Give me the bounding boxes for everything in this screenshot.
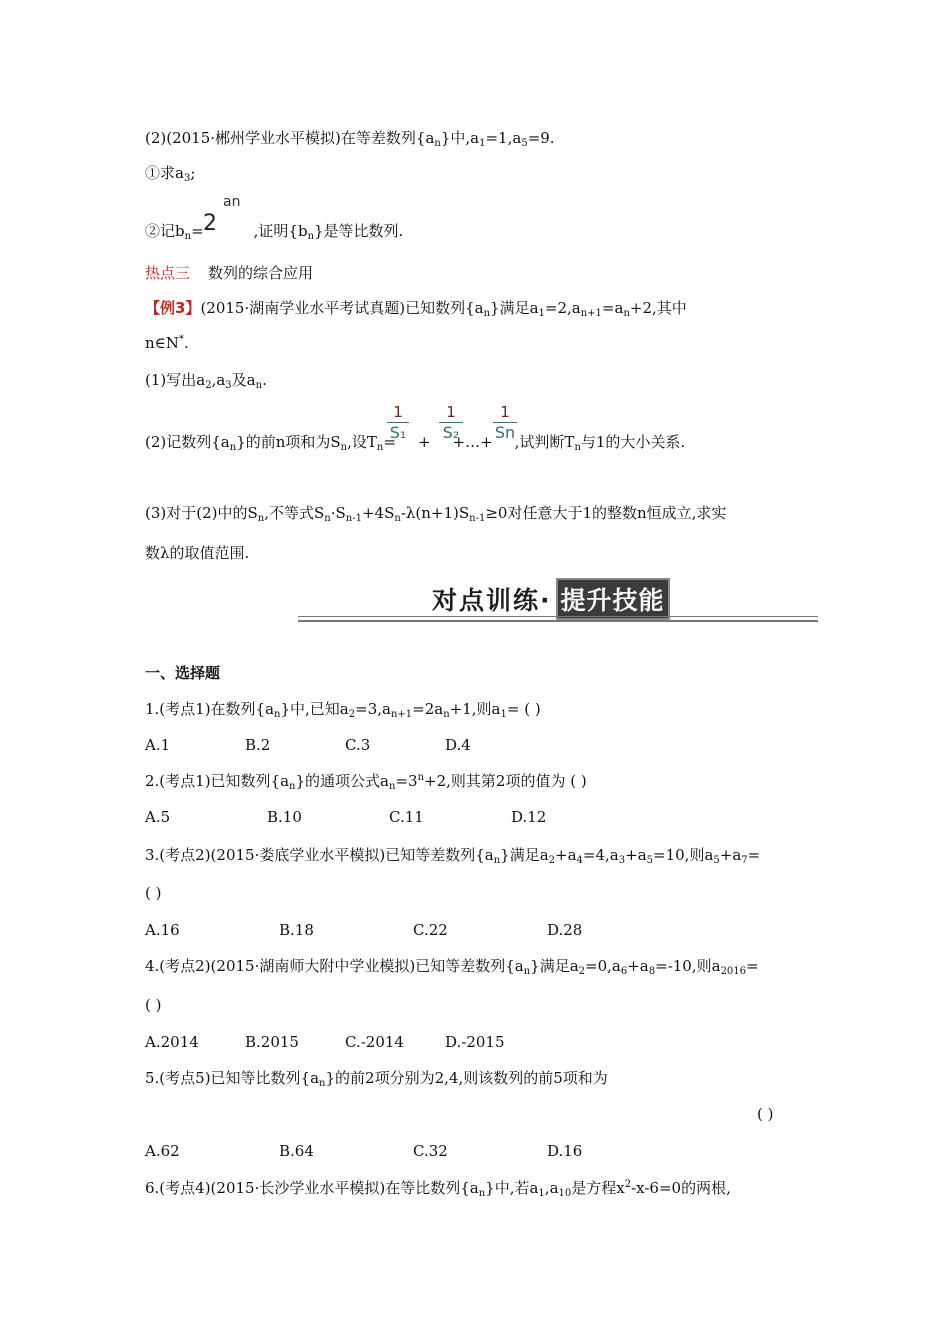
- example-3-part3-line2: 数λ的取值范围.: [145, 544, 250, 562]
- question-3-paren: ( ): [145, 884, 162, 902]
- option-a[interactable]: A.16: [145, 921, 180, 939]
- training-banner: [432, 582, 670, 616]
- question-5-stem: 5.(考点5)已知等比数列$\{a_n\}$的前2项分别为2,4,则该数列的前5项和为: [145, 1069, 608, 1089]
- q2-part1: ①求$a_3$;: [145, 164, 196, 184]
- example-tag: 【例3】: [145, 299, 201, 317]
- section-title: 一、选择题: [145, 664, 221, 682]
- question-3-options: [145, 920, 582, 940]
- option-d[interactable]: D.28: [547, 921, 583, 939]
- question-6-stem: 6.(考点4)(2015·长沙学业水平模拟)在等比数列$\{a_n\}$中,若$a_1,a_{10}$是方程$x^2-x-6=0$的两根,: [145, 1179, 731, 1199]
- option-c[interactable]: C.32: [413, 1142, 448, 1160]
- option-b[interactable]: B.2: [245, 736, 271, 754]
- option-d[interactable]: D.16: [547, 1142, 583, 1160]
- formula-exponent: an: [223, 194, 241, 210]
- option-c[interactable]: C.22: [413, 921, 448, 939]
- option-b[interactable]: B.64: [279, 1142, 314, 1160]
- example-3-part1: (1)写出$a_2,a_3$及$a_n$.: [145, 371, 267, 391]
- q2-header: (2)(2015·郴州学业水平模拟)在等差数列$\{a_n\}$中$,a_1=1,a_5=9$.: [145, 129, 555, 149]
- example-3-part3: (3)对于(2)中的$S_n$,不等式$S_n\cdot S_{n-1}+4S_n-\lambda(n+1)S_{n-1}\ge 0$对任意大于1的整数n恒成立,求实: [145, 504, 727, 524]
- hot-point-title: 数列的综合应用: [208, 264, 314, 282]
- question-4-paren: ( ): [145, 996, 162, 1014]
- option-c[interactable]: C.-2014: [345, 1033, 404, 1051]
- banner-left-text: 对点训练·: [432, 586, 552, 615]
- question-2-options: [145, 807, 546, 827]
- fraction-1-over-sn: 1 Sn: [494, 403, 516, 442]
- banner-rule: [298, 616, 818, 617]
- question-5-paren: ( ): [757, 1105, 774, 1123]
- option-d[interactable]: D.-2015: [445, 1033, 505, 1051]
- option-c[interactable]: C.11: [389, 808, 424, 826]
- question-3-stem: 3.(考点2)(2015·娄底学业水平模拟)已知等差数列$\{a_n\}$满足$a_2+a_4=4,a_3+a_5=10$,则$a_5+a_7=$: [145, 846, 761, 866]
- question-4-options: [145, 1032, 505, 1052]
- hot-point-label: 热点三: [145, 264, 191, 282]
- option-b[interactable]: B.2015: [245, 1033, 299, 1051]
- question-2-stem: 2.(考点1)已知数列$\{a_n\}$的通项公式$a_n=3^n+2$,则其第2项的值为 ( ): [145, 772, 587, 792]
- question-1-options: [145, 735, 471, 755]
- example-3-line2: n∈N*.: [145, 334, 189, 352]
- option-a[interactable]: A.1: [145, 736, 171, 754]
- q2-part2: ②记$b_n=$ ,证明$\{b_n\}$是等比数列.: [145, 222, 404, 242]
- fraction-1-over-s1: 1 S₁: [387, 404, 409, 442]
- question-4-stem: 4.(考点2)(2015·湖南师大附中学业模拟)已知等差数列$\{a_n\}$满足$a_2=0,a_6+a_8=-10$,则$a_{2016}=$: [145, 957, 759, 977]
- option-a[interactable]: A.62: [145, 1142, 180, 1160]
- option-b[interactable]: B.18: [279, 921, 314, 939]
- option-a[interactable]: A.5: [145, 808, 171, 826]
- option-a[interactable]: A.2014: [145, 1033, 199, 1051]
- banner-highlight-text: 提升技能: [556, 578, 670, 620]
- example-3-line1: 【例3】(2015·湖南学业水平考试真题)已知数列$\{a_n\}$满足$a_1=2,a_{n+1}=a_n+2$,其中: [145, 299, 687, 319]
- formula-base: 2: [203, 211, 217, 236]
- option-d[interactable]: D.12: [511, 808, 547, 826]
- question-1-stem: 1.(考点1)在数列$\{a_n\}$中,已知$a_2=3,a_{n+1}=2a_n+1$,则$a_1=$ ( ): [145, 700, 541, 720]
- hot-point-heading: [145, 263, 313, 283]
- fraction-1-over-s2: 1 S₂: [439, 404, 463, 442]
- option-b[interactable]: B.10: [267, 808, 302, 826]
- option-d[interactable]: D.4: [445, 736, 471, 754]
- option-c[interactable]: C.3: [345, 736, 371, 754]
- example-3-part2: (2)记数列$\{a_n\}$的前n项和为$S_n$,设$T_n=$ + +…+ ,试判断$T_n$与1的大小关系.: [145, 433, 686, 453]
- question-5-options: [145, 1141, 582, 1161]
- banner-rule-thick: [298, 620, 818, 622]
